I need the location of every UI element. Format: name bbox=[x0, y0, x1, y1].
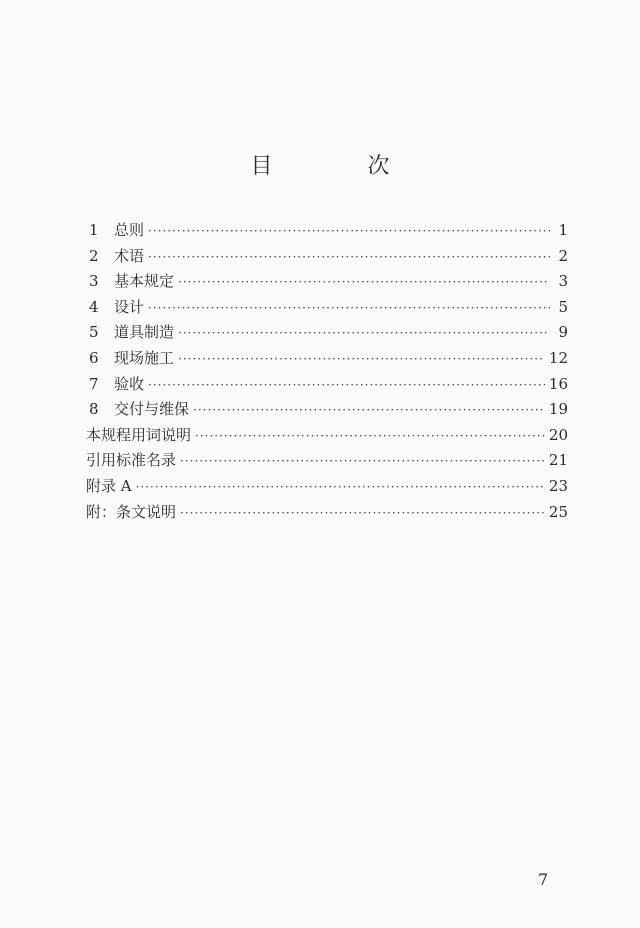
toc-entry-title: 本规程用词说明 bbox=[86, 425, 192, 444]
toc-entry-3[interactable] bbox=[86, 271, 568, 297]
toc-entry-title: 附：条文说明 bbox=[86, 502, 177, 521]
toc-entry-title: 附录 A bbox=[86, 476, 132, 495]
toc-entry-7[interactable] bbox=[86, 374, 568, 400]
toc-entry-page: 5 bbox=[558, 297, 568, 316]
toc-entry-title: 验收 bbox=[114, 374, 145, 393]
toc-entry-8[interactable] bbox=[86, 399, 568, 425]
toc-entry-9[interactable] bbox=[86, 425, 568, 451]
table-of-contents bbox=[86, 220, 568, 527]
toc-entry-6[interactable] bbox=[86, 348, 568, 374]
toc-entry-page: 1 bbox=[558, 221, 568, 239]
toc-entry-number: 1 bbox=[89, 221, 99, 239]
toc-entry-12[interactable] bbox=[86, 502, 568, 528]
toc-entry-title: 交付与维保 bbox=[114, 400, 190, 419]
toc-dot-leader bbox=[178, 272, 550, 292]
toc-dot-leader bbox=[148, 247, 550, 267]
toc-entry-11[interactable] bbox=[86, 476, 568, 502]
toc-entry-title: 术语 bbox=[114, 246, 145, 265]
toc-entry-number: 7 bbox=[89, 374, 99, 393]
toc-entry-title: 设计 bbox=[114, 297, 145, 316]
toc-dot-leader bbox=[178, 349, 545, 369]
toc-entry-2[interactable] bbox=[86, 246, 568, 272]
toc-entry-page: 16 bbox=[548, 374, 568, 393]
toc-entry-number: 3 bbox=[89, 272, 99, 291]
toc-dot-leader bbox=[180, 503, 545, 523]
toc-entry-number: 6 bbox=[89, 348, 99, 367]
toc-entry-10[interactable] bbox=[86, 450, 568, 476]
toc-entry-page: 19 bbox=[548, 400, 568, 419]
toc-entry-title: 总则 bbox=[114, 221, 145, 239]
page-title: 目 次 bbox=[250, 154, 434, 179]
toc-dot-leader bbox=[178, 323, 550, 343]
toc-entry-page: 23 bbox=[548, 476, 568, 495]
toc-entry-page: 20 bbox=[548, 425, 568, 444]
toc-entry-title: 基本规定 bbox=[114, 272, 175, 291]
toc-entry-title: 道具制造 bbox=[114, 323, 175, 342]
page-number: 7 bbox=[538, 870, 549, 889]
toc-dot-leader bbox=[148, 375, 545, 395]
toc-entry-page: 25 bbox=[548, 502, 568, 521]
toc-entry-page: 2 bbox=[558, 246, 568, 265]
toc-entry-number: 2 bbox=[89, 246, 99, 265]
toc-dot-leader bbox=[195, 426, 545, 446]
toc-entry-number: 8 bbox=[89, 400, 99, 419]
toc-entry-1[interactable] bbox=[86, 220, 568, 246]
toc-entry-title: 现场施工 bbox=[114, 348, 175, 367]
toc-entry-number: 5 bbox=[89, 323, 99, 342]
toc-dot-leader bbox=[148, 221, 550, 241]
toc-entry-page: 9 bbox=[558, 323, 568, 342]
toc-entry-page: 21 bbox=[548, 451, 568, 470]
toc-entry-4[interactable] bbox=[86, 297, 568, 323]
toc-entry-page: 12 bbox=[548, 348, 568, 367]
toc-dot-leader bbox=[180, 451, 545, 471]
toc-entry-title: 引用标准名录 bbox=[86, 451, 177, 470]
toc-dot-leader bbox=[193, 400, 545, 420]
toc-entry-number: 4 bbox=[89, 297, 99, 316]
toc-dot-leader bbox=[148, 298, 550, 318]
toc-entry-5[interactable] bbox=[86, 322, 568, 348]
toc-dot-leader bbox=[136, 477, 545, 497]
toc-entry-page: 3 bbox=[558, 272, 568, 291]
